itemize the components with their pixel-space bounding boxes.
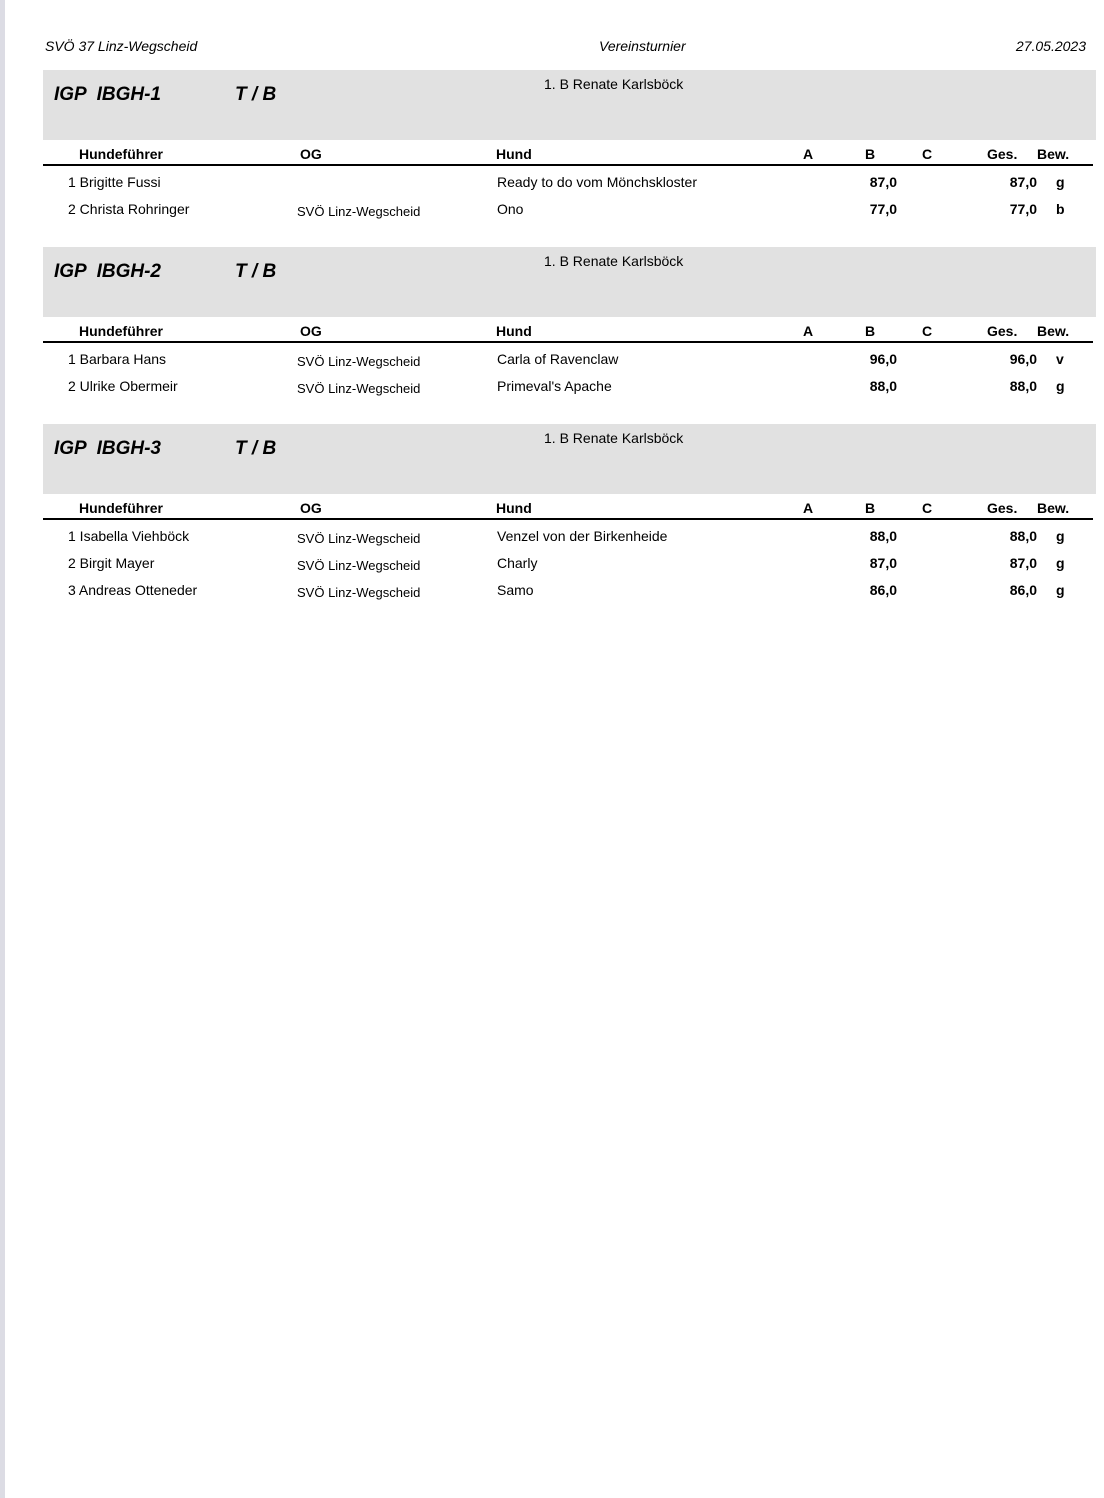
score-total: 77,0: [1009, 201, 1037, 217]
og-name: SVÖ Linz-Wegscheid: [297, 585, 421, 600]
col-b: B: [865, 323, 876, 339]
score-total: 87,0: [1009, 555, 1037, 571]
col-b: B: [865, 500, 876, 516]
page-header: [0, 38, 1104, 58]
col-dog: Hund: [496, 146, 532, 162]
table-row: [43, 555, 1093, 577]
rating: g: [1056, 555, 1065, 571]
class-title: IGP IBGH-2: [54, 261, 161, 282]
dog-name: Venzel von der Birkenheide: [497, 528, 668, 544]
handler-name: 1 Brigitte Fussi: [68, 174, 161, 190]
col-rating: Bew.: [1037, 500, 1070, 516]
col-og: OG: [300, 323, 322, 339]
judge-name: 1. B Renate Karlsböck: [544, 430, 684, 446]
handler-name: 2 Christa Rohringer: [68, 201, 190, 217]
table-row: [43, 378, 1093, 400]
col-handler: Hundeführer: [79, 500, 163, 516]
col-total: Ges.: [987, 146, 1018, 162]
col-rating: Bew.: [1037, 323, 1070, 339]
class-title: IGP IBGH-3: [54, 438, 161, 459]
class-type: T / B: [235, 261, 277, 282]
dog-name: Charly: [497, 555, 538, 571]
class-type: T / B: [235, 84, 277, 105]
dog-name: Primeval's Apache: [497, 378, 612, 394]
handler-name: 3 Andreas Otteneder: [68, 582, 198, 598]
col-dog: Hund: [496, 500, 532, 516]
rating: g: [1056, 582, 1065, 598]
page-left-edge: [0, 0, 5, 1498]
rating: b: [1056, 201, 1065, 217]
col-og: OG: [300, 146, 322, 162]
col-handler: Hundeführer: [79, 323, 163, 339]
judge-name: 1. B Renate Karlsböck: [544, 253, 684, 269]
col-c: C: [922, 323, 933, 339]
score-total: 88,0: [1009, 528, 1037, 544]
handler-name: 2 Birgit Mayer: [68, 555, 155, 571]
col-total: Ges.: [987, 500, 1018, 516]
table-row: [43, 582, 1093, 604]
score-b: 96,0: [869, 351, 897, 367]
col-c: C: [922, 146, 933, 162]
col-og: OG: [300, 500, 322, 516]
club-name: SVÖ 37 Linz-Wegscheid: [45, 38, 198, 54]
handler-name: 1 Barbara Hans: [68, 351, 167, 367]
event-date: 27.05.2023: [1015, 38, 1086, 54]
table-row: [43, 351, 1093, 373]
score-b: 77,0: [869, 201, 897, 217]
col-a: A: [803, 146, 814, 162]
col-handler: Hundeführer: [79, 146, 163, 162]
score-b: 88,0: [869, 528, 897, 544]
class-band: [43, 247, 1096, 317]
score-b: 87,0: [869, 174, 897, 190]
handler-name: 1 Isabella Viehböck: [68, 528, 190, 544]
col-dog: Hund: [496, 323, 532, 339]
table-row: [43, 201, 1093, 223]
rating: g: [1056, 528, 1065, 544]
col-b: B: [865, 146, 876, 162]
og-name: SVÖ Linz-Wegscheid: [297, 204, 421, 219]
og-name: SVÖ Linz-Wegscheid: [297, 531, 421, 546]
dog-name: Carla of Ravenclaw: [497, 351, 619, 367]
col-a: A: [803, 500, 814, 516]
dog-name: Samo: [497, 582, 534, 598]
column-header-row: [43, 500, 1093, 520]
score-total: 86,0: [1009, 582, 1037, 598]
class-title: IGP IBGH-1: [54, 84, 161, 105]
col-a: A: [803, 323, 814, 339]
score-total: 87,0: [1009, 174, 1037, 190]
score-b: 88,0: [869, 378, 897, 394]
rating: v: [1056, 351, 1064, 367]
rating: g: [1056, 174, 1065, 190]
score-total: 96,0: [1009, 351, 1037, 367]
table-row: [43, 174, 1093, 196]
column-header-row: [43, 323, 1093, 343]
og-name: SVÖ Linz-Wegscheid: [297, 558, 421, 573]
score-b: 86,0: [869, 582, 897, 598]
class-band: [43, 424, 1096, 494]
handler-name: 2 Ulrike Obermeir: [68, 378, 178, 394]
class-type: T / B: [235, 438, 277, 459]
judge-name: 1. B Renate Karlsböck: [544, 76, 684, 92]
table-row: [43, 528, 1093, 550]
rating: g: [1056, 378, 1065, 394]
og-name: SVÖ Linz-Wegscheid: [297, 381, 421, 396]
col-total: Ges.: [987, 323, 1018, 339]
column-header-row: [43, 146, 1093, 166]
dog-name: Ono: [497, 201, 524, 217]
col-rating: Bew.: [1037, 146, 1070, 162]
score-total: 88,0: [1009, 378, 1037, 394]
dog-name: Ready to do vom Mönchskloster: [497, 174, 697, 190]
og-name: SVÖ Linz-Wegscheid: [297, 354, 421, 369]
class-band: [43, 70, 1096, 140]
score-b: 87,0: [869, 555, 897, 571]
col-c: C: [922, 500, 933, 516]
event-name: Vereinsturnier: [599, 38, 686, 54]
